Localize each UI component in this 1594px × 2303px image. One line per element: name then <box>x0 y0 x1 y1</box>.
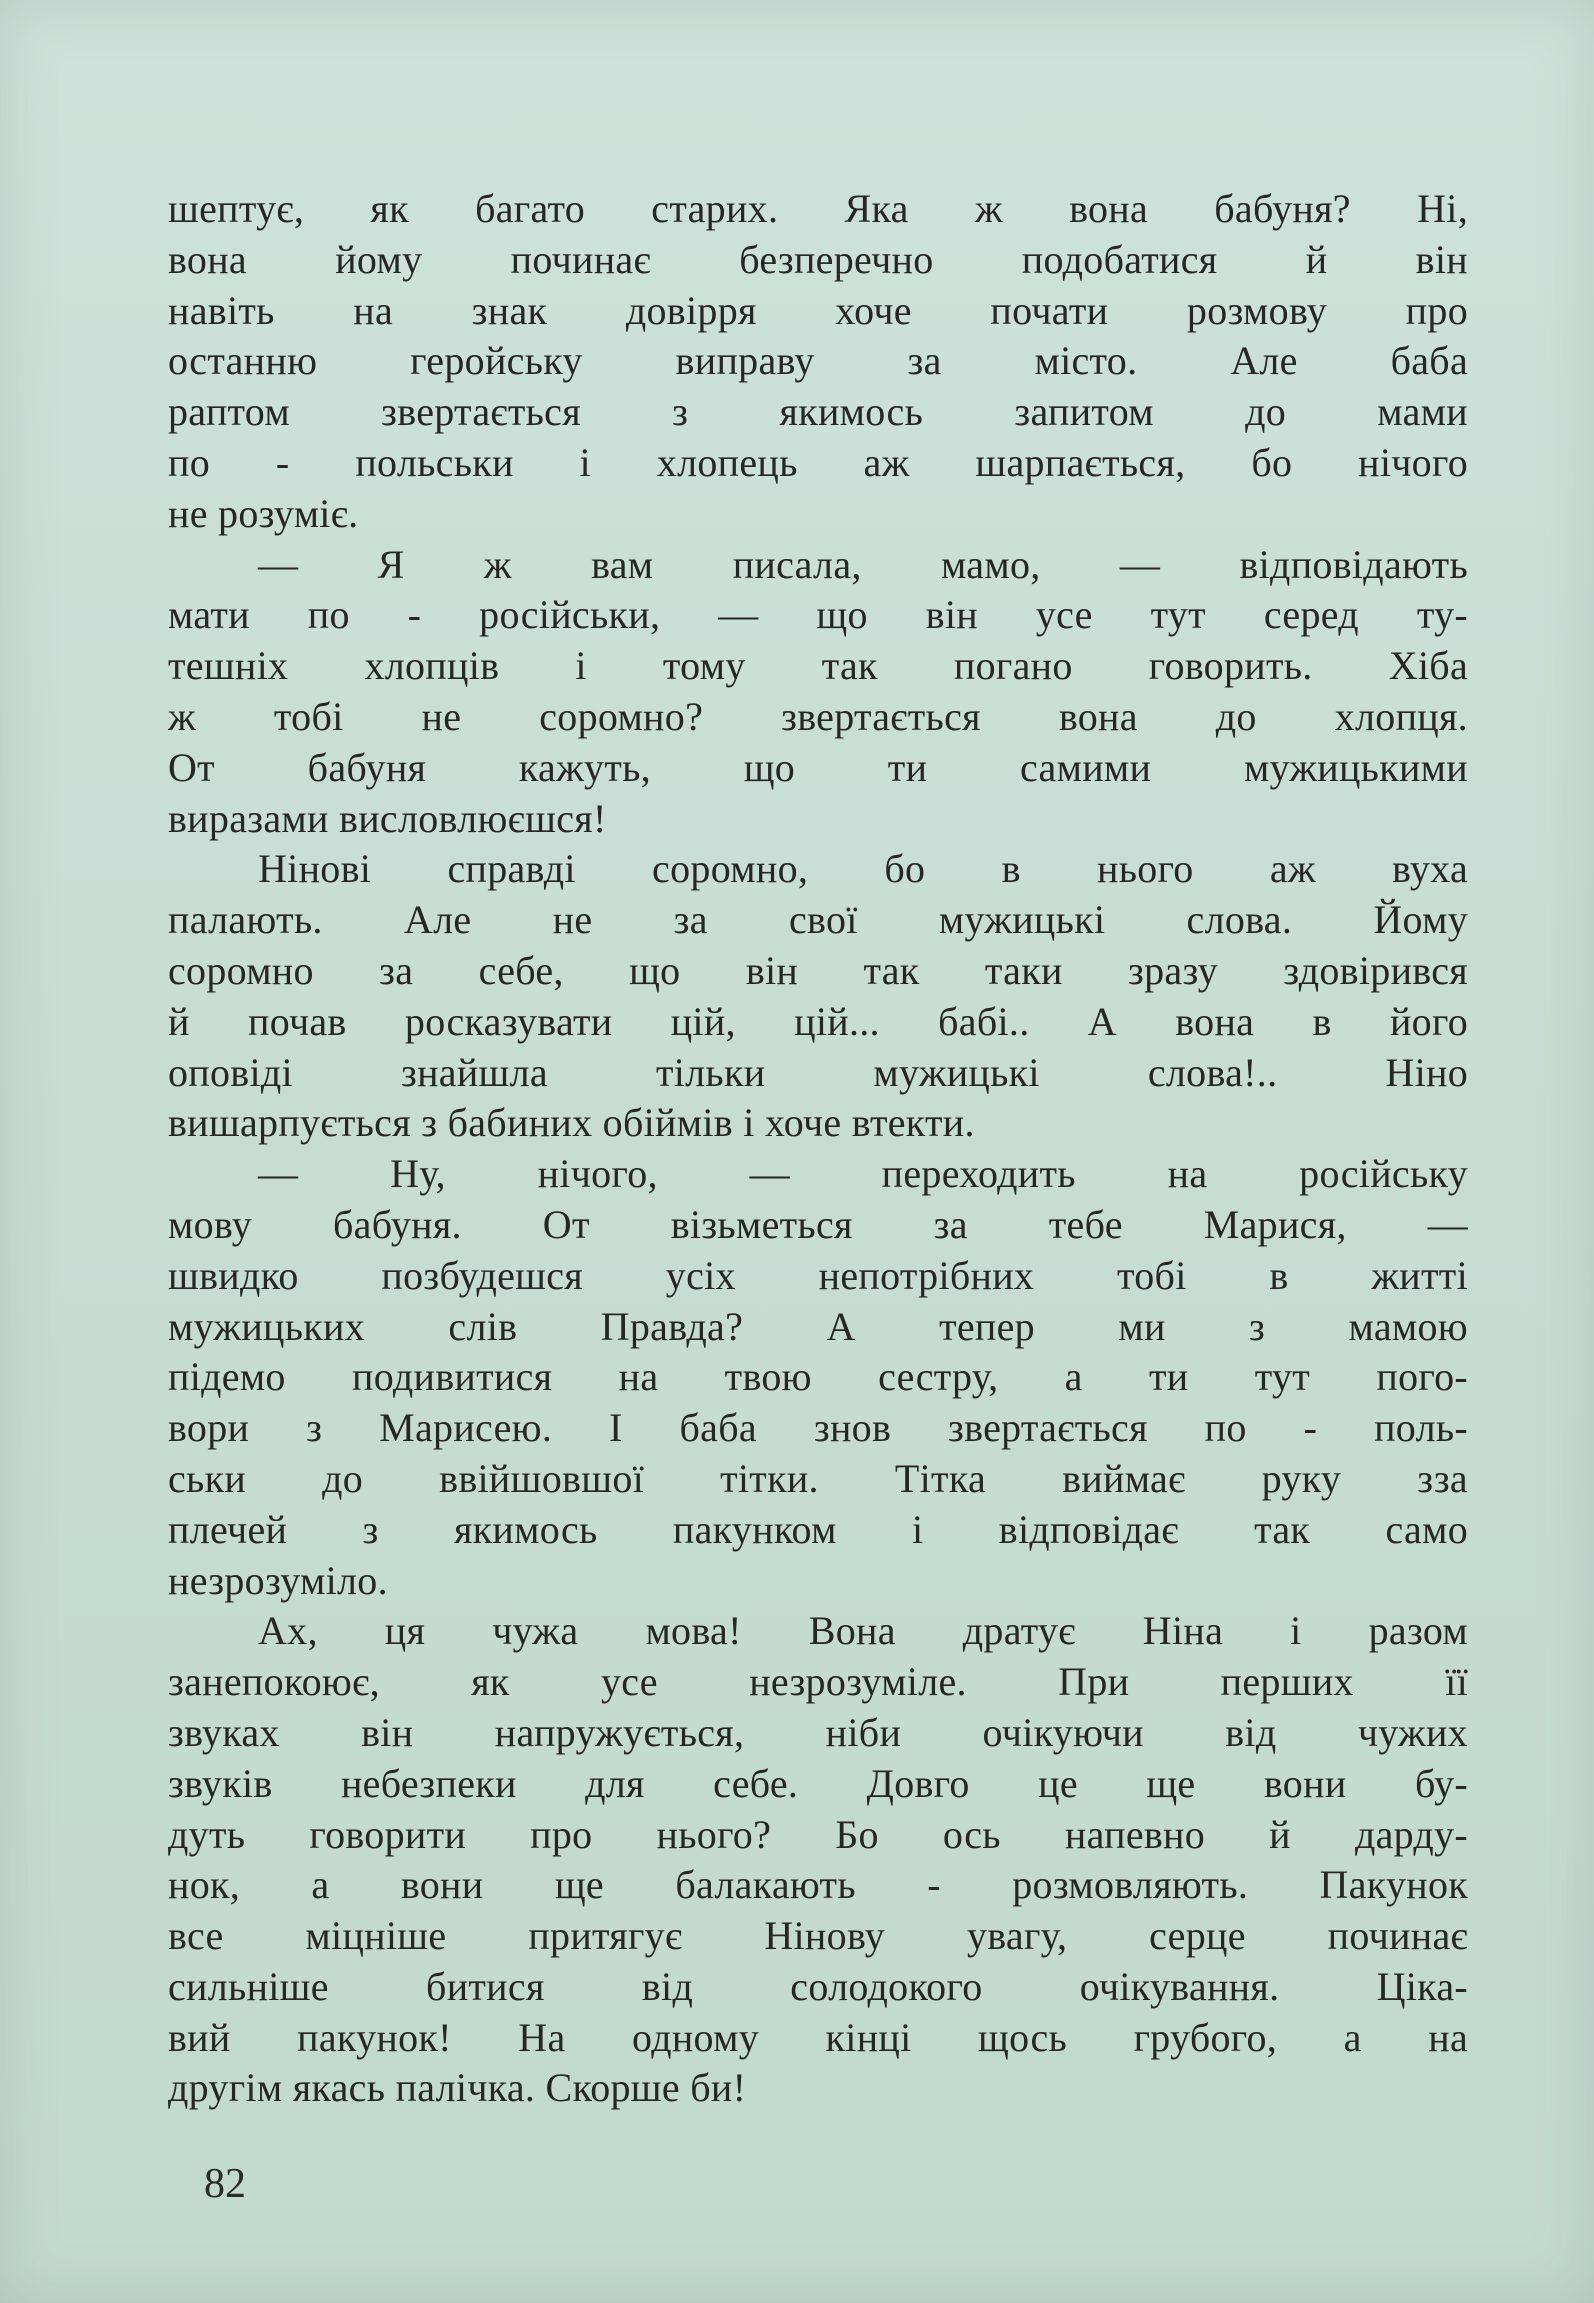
text-line: соромно за себе, що він так таки зразу здовірився <box>168 947 1468 993</box>
text-line: й почав росказувати цій, цій... бабі.. А вона в його <box>168 998 1468 1044</box>
text-line: мову бабуня. От візьметься за тебе Марися, — <box>168 1201 1468 1247</box>
text-line: другім якась палічка. Скорше би! <box>168 2065 747 2111</box>
text-line: шептує, як багато старих. Яка ж вона бабуня? Ні, <box>168 186 1468 231</box>
text-line: підемо подивитися на твою сестру, а ти тут пого- <box>168 1354 1468 1400</box>
text-line: Нінові справді соромно, бо в нього аж вуха <box>258 846 1468 892</box>
text-line: занепокоює, як усе незрозуміле. При перших її <box>168 1659 1468 1705</box>
text-line: раптом звертається з якимось запитом до мами <box>168 389 1468 435</box>
text-line: — Ну, нічого, — переходить на російську <box>258 1151 1468 1197</box>
text-line: Ах, ця чужа мова! Вона дратує Ніна і разом <box>258 1608 1468 1654</box>
text-line: палають. Але не за свої мужицькі слова. Йому <box>168 897 1468 943</box>
text-line: незрозуміло. <box>168 1557 388 1603</box>
text-line: звуках він напружується, ніби очікуючи від чужих <box>168 1709 1468 1755</box>
text-line: вори з Марисею. І баба знов звертається по - поль- <box>168 1405 1468 1451</box>
text-line: ськи до ввійшовшої тітки. Тітка виймає руку зза <box>168 1455 1468 1501</box>
text-line: по - польськи і хлопець аж шарпається, бо нічого <box>168 439 1468 485</box>
text-line: останню геройську виправу за місто. Але баба <box>168 338 1468 384</box>
text-line: швидко позбудешся усіх непотрібних тобі в житті <box>168 1252 1468 1298</box>
text-line: оповіді знайшла тільки мужицькі слова!.. Ніно <box>168 1049 1468 1095</box>
text-line: тешніх хлопців і тому так погано говорить. Хіба <box>168 643 1468 689</box>
text-line: сильніше битися від солодокого очікування. Ціка- <box>168 1963 1468 2009</box>
text-line: не розуміє. <box>168 490 359 536</box>
text-line: От бабуня кажуть, що ти самими мужицькими <box>168 744 1468 790</box>
text-line: навіть на знак довірря хоче почати розмову про <box>168 287 1468 333</box>
text-line: виразами висловлюєшся! <box>168 795 607 841</box>
text-line: вона йому починає безперечно подобатися й він <box>168 236 1468 282</box>
body-text <box>168 184 1468 2114</box>
text-line: все міцніше притягує Нінову увагу, серце починає <box>168 1913 1468 1959</box>
text-line: дуть говорити про нього? Бо ось напевно й дарду- <box>168 1811 1468 1857</box>
page-number: 82 <box>204 2161 246 2207</box>
text-line: мати по - російськи, — що він усе тут серед ту- <box>168 592 1468 638</box>
text-line: — Я ж вам писала, мамо, — відповідають <box>258 541 1468 587</box>
text-line: вишарпується з бабиних обіймів і хоче втекти. <box>168 1100 975 1146</box>
text-line: плечей з якимось пакунком і відповідає так само <box>168 1506 1468 1552</box>
text-line: мужицьких слів Правда? А тепер ми з мамою <box>168 1303 1468 1349</box>
text-line: ж тобі не соромно? звертається вона до хлопця. <box>168 693 1468 739</box>
text-line: нок, а вони ще балакають - розмовляють. Пакунок <box>168 1862 1468 1908</box>
text-line: звуків небезпеки для себе. Довго це ще вони бу- <box>168 1760 1468 1806</box>
text-line: вий пакунок! На одному кінці щось грубого, а на <box>168 2014 1468 2060</box>
